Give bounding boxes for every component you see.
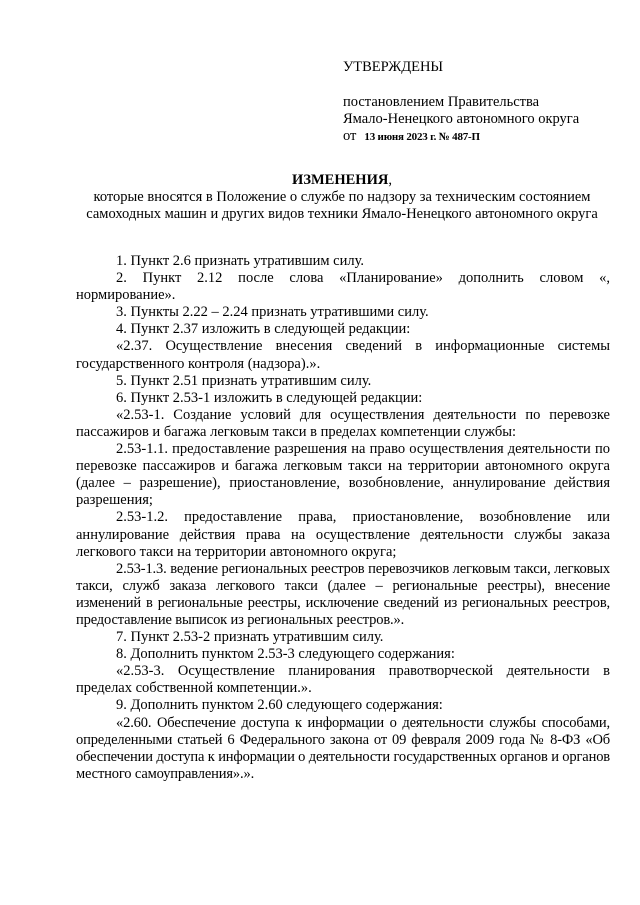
paragraph-3: 3. Пункты 2.22 – 2.24 признать утратившими силу.	[116, 304, 429, 321]
paragraph-6: 5. Пункт 2.51 признать утратившим силу.	[116, 372, 372, 389]
paragraph-10: 2.53-1.2. предоставление права, приостановление, возобновление или аннулирование действия права на осуществление деятельности службы заказа легкового такси на территории автономного округа;	[76, 509, 610, 560]
document-subtitle: которые вносятся в Положение о службе по надзору за техническим состоянием самоходных машин и других видов техники Ямало-Ненецкого автономного округа	[86, 189, 598, 222]
from-label: от	[343, 128, 357, 144]
paragraph-1: 1. Пункт 2.6 признать утратившим силу.	[116, 253, 365, 269]
approved-label: УТВЕРЖДЕНЫ	[343, 59, 444, 75]
paragraph-13: 8. Дополнить пунктом 2.53-3 следующего содержания:	[116, 646, 455, 663]
approval-line-1: постановлением Правительства	[343, 94, 540, 110]
approval-date-line	[343, 128, 623, 146]
paragraph-5: «2.37. Осуществление внесения сведений в информационные системы государственного контроля (надзора).».	[76, 338, 610, 372]
document-heading	[72, 172, 612, 223]
paragraph-12: 7. Пункт 2.53-2 признать утратившим силу.	[116, 629, 384, 646]
title-comma: ,	[388, 172, 392, 188]
paragraph-16: «2.60. Обеспечение доступа к информации о деятельности службы способами, определенными статьей 6 Федерального закона от 09 февраля 2009 года № 8-ФЗ «Об обеспечении доступа к информации о деятельности государственных органов и органов местного самоуправления».».	[76, 714, 610, 782]
paragraph-9: 2.53-1.1. предоставление разрешения на право осуществления деятельности по перевозке пассажиров и багажа легковым такси на территории автономного округа (далее – разрешение), приостановление, возобновление, аннулирование действия разрешения;	[76, 441, 610, 509]
paragraph-14: «2.53-3. Осуществление планирования правотворческой деятельности в пределах собственной компетенции.».	[76, 663, 610, 697]
document-title: ИЗМЕНЕНИЯ	[292, 172, 389, 188]
paragraph-8: «2.53-1. Создание условий для осуществления деятельности по перевозке пассажиров и багажа легковым такси в пределах компетенции службы:	[76, 406, 610, 440]
approval-line-2: Ямало-Ненецкого автономного округа	[343, 111, 580, 127]
paragraph-15: 9. Дополнить пунктом 2.60 следующего содержания:	[116, 697, 443, 714]
approval-block	[343, 59, 623, 146]
paragraph-7: 6. Пункт 2.53-1 изложить в следующей редакции:	[116, 389, 423, 406]
paragraph-11: 2.53-1.3. ведение региональных реестров перевозчиков легковым такси, легковых такси, служб заказа легкового такси (далее – региональные реестры), внесение изменений в региональные реестры, исключение сведений из региональных реестров, предоставление выписок из региональных реестров.».	[76, 560, 610, 628]
title-line	[72, 172, 612, 189]
document-body	[76, 253, 610, 783]
date-number-stamp: 13 июня 2023 г. № 487-П	[364, 131, 480, 143]
paragraph-2: 2. Пункт 2.12 после слова «Планирование» дополнить словом «, нормирование».	[76, 270, 610, 304]
paragraph-4: 4. Пункт 2.37 изложить в следующей редакции:	[116, 321, 411, 338]
